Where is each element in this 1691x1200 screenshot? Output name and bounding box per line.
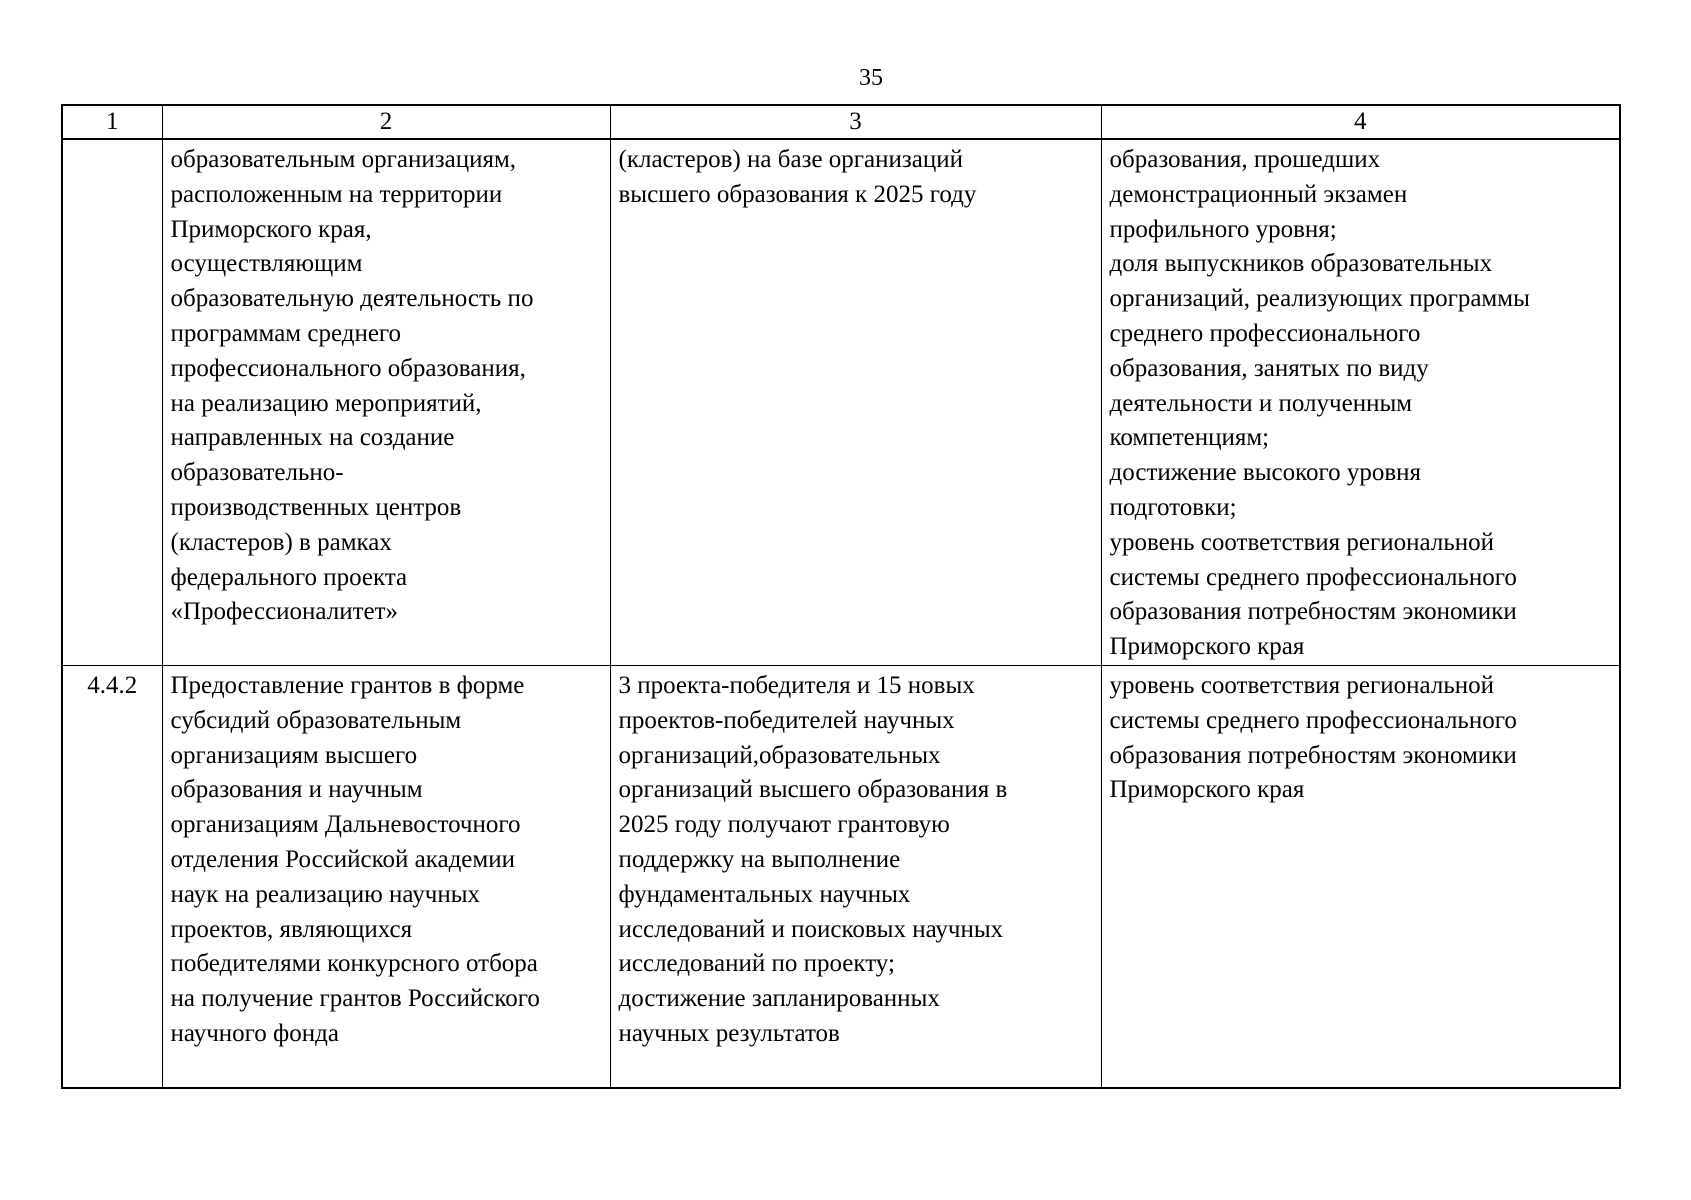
expected-result-text: (кластеров) на базе организаций высшего образования к 2025 году — [618, 146, 977, 208]
table-row — [62, 665, 1620, 1088]
expected-result-cell — [610, 665, 1101, 1088]
indicator-cell — [1101, 139, 1620, 665]
document-table — [61, 104, 1621, 1089]
indicator-text: уровень соответствия региональной системы среднего профессионального образования потребностям экономики Приморского края — [1109, 671, 1517, 804]
expected-result-cell — [610, 139, 1101, 665]
table-header-row — [62, 105, 1620, 139]
indicator-text: образования, прошедших демонстрационный экзамен профильного уровня; доля выпускников образовательных организаций, реализующих программы среднего профессионального образования, занятых по виду деятельности и полученным компетенциям; достижение высокого уровня подготовки; уровень соответствия региональной системы среднего профессионального образования потребностям экономики Приморского края — [1109, 146, 1530, 661]
indicator-cell — [1101, 665, 1620, 1088]
header-col-3: 3 — [610, 105, 1101, 139]
expected-result-text: 3 проекта-победителя и 15 новых проектов-победителей научных организаций,образовательных организаций высшего образования в 2025 году получают грантовую поддержку на выполнение фундаментальных научных исследований и поисковых научных исследований по проекту; достижение запланированных научных результатов — [618, 671, 1008, 1047]
row-number: 4.4.2 — [87, 671, 138, 699]
header-col-1: 1 — [62, 105, 162, 139]
page-number: 35 — [859, 65, 883, 91]
measure-name-text: Предоставление грантов в форме субсидий образовательным организациям высшего образования и научным организациям Дальневосточного отделения Российской академии наук на реализацию научных проектов, являющихся победителями конкурсного отбора на получение грантов Российского научного фонда — [170, 671, 540, 1047]
row-number-cell — [62, 139, 162, 665]
table-row — [62, 139, 1620, 665]
measure-name-cell — [162, 139, 610, 665]
measure-name-cell — [162, 665, 610, 1088]
header-col-2: 2 — [162, 105, 610, 139]
measure-name-text: образовательным организациям, расположенным на территории Приморского края, осуществляющим образовательную деятельность по программам среднего профессионального образования, на реализацию мероприятий, направленных на создание образовательно- производственных центров (кластеров) в рамках федерального проекта «Профессионалитет» — [170, 146, 534, 626]
row-number-cell — [62, 665, 162, 1088]
header-col-4: 4 — [1101, 105, 1620, 139]
